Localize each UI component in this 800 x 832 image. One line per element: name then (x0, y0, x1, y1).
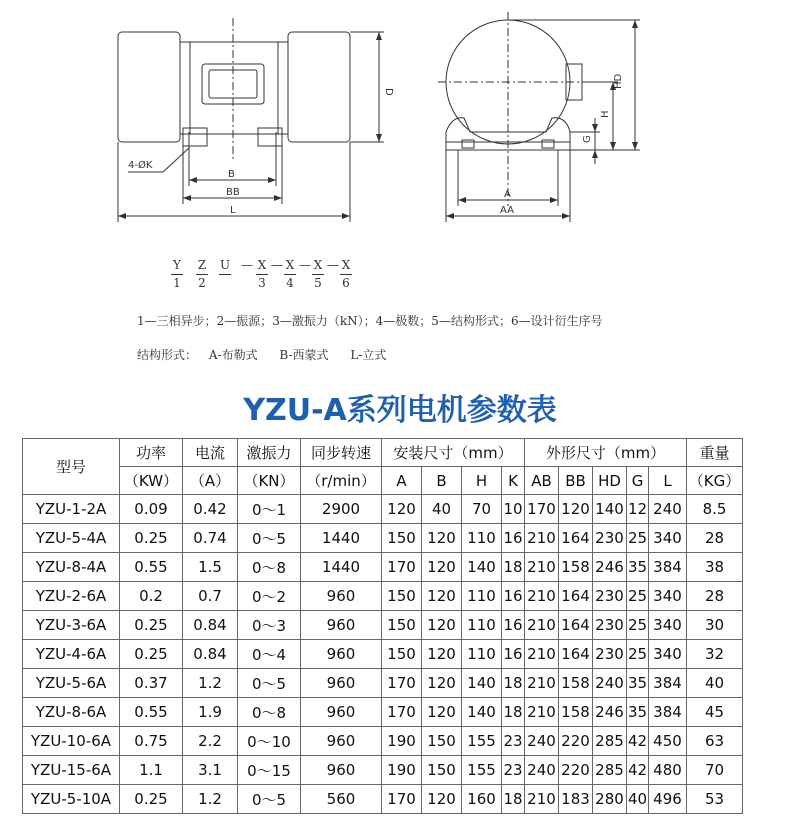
structure-legend (137, 346, 404, 363)
table-cell: 480 (649, 756, 687, 785)
table-cell: 0～1 (238, 495, 301, 524)
table-cell: 16 (502, 640, 525, 669)
table-cell: 960 (301, 727, 382, 756)
table-cell: 0～5 (238, 669, 301, 698)
code-part-top: — (299, 258, 311, 272)
table-cell: 170 (382, 669, 422, 698)
left-foot (183, 128, 207, 146)
table-row (23, 785, 743, 814)
right-end-cap (288, 32, 350, 142)
structure-item: B-西蒙式 (279, 348, 329, 362)
code-underline (312, 274, 324, 275)
table-cell: 25 (627, 582, 649, 611)
code-underline (219, 274, 231, 275)
model-code-legend: 1—三相异步；2—振源；3—激振力（kN）；4—极数；5—结构形式；6—设计衍生序号 (137, 314, 603, 328)
table-cell: 230 (593, 611, 627, 640)
table-cell: 1.2 (183, 669, 238, 698)
structure-label: 结构形式： (137, 348, 198, 362)
table-cell: 960 (301, 611, 382, 640)
table-row (23, 495, 743, 524)
table-cell: 0.25 (120, 611, 183, 640)
table-cell: 35 (627, 698, 649, 727)
code-part-number: 6 (342, 276, 350, 290)
table-cell: 0.42 (183, 495, 238, 524)
motor-dimension-drawing (0, 0, 800, 300)
table-cell: 120 (422, 611, 462, 640)
table-cell: 230 (593, 524, 627, 553)
table-cell: 42 (627, 727, 649, 756)
model-cell: YZU-3-6A (23, 611, 120, 640)
table-cell: 0～2 (238, 582, 301, 611)
header-col-bb: BB (559, 467, 593, 495)
code-underline (256, 274, 268, 275)
code-part-top: X (313, 258, 323, 272)
table-cell: 12 (627, 495, 649, 524)
header-install: 安装尺寸（mm） (382, 439, 525, 467)
header-col-k: K (502, 467, 525, 495)
code-part-number: 5 (314, 276, 322, 290)
table-cell: 190 (382, 727, 422, 756)
model-cell: YZU-4-6A (23, 640, 120, 669)
header-col-ab: AB (525, 467, 559, 495)
model-cell: YZU-8-6A (23, 698, 120, 727)
structure-item: L-立式 (350, 348, 387, 362)
table-cell: 45 (687, 698, 743, 727)
table-cell: 240 (525, 727, 559, 756)
code-underline (340, 274, 352, 275)
table-cell: 0.84 (183, 640, 238, 669)
header-speed: 同步转速 (301, 439, 382, 467)
table-cell: 120 (422, 785, 462, 814)
table-cell: 0～8 (238, 698, 301, 727)
table-cell: 0.55 (120, 698, 183, 727)
code-part-number: 4 (286, 276, 294, 290)
table-cell: 158 (559, 669, 593, 698)
table-row (23, 698, 743, 727)
table-cell: 28 (687, 582, 743, 611)
table-cell: 110 (462, 524, 502, 553)
table-cell: 170 (382, 553, 422, 582)
table-cell: 25 (627, 611, 649, 640)
table-cell: 340 (649, 640, 687, 669)
table-row (23, 611, 743, 640)
table-cell: 0.25 (120, 640, 183, 669)
table-cell: 35 (627, 553, 649, 582)
table-cell: 1.2 (183, 785, 238, 814)
table-cell: 150 (422, 756, 462, 785)
table-cell: 150 (382, 524, 422, 553)
table-cell: 120 (422, 640, 462, 669)
table-cell: 40 (627, 785, 649, 814)
table-cell: 140 (462, 698, 502, 727)
table-cell: 170 (525, 495, 559, 524)
table-cell: 0.74 (183, 524, 238, 553)
table-cell: 2.2 (183, 727, 238, 756)
code-underline (196, 274, 208, 275)
table-cell: 496 (649, 785, 687, 814)
table-cell: 16 (502, 582, 525, 611)
header-weight: 重量 (687, 439, 743, 467)
table-cell: 30 (687, 611, 743, 640)
header-force: 激振力 (238, 439, 301, 467)
label-hole: 4-ØK (128, 160, 153, 171)
table-cell: 230 (593, 582, 627, 611)
table-cell: 285 (593, 756, 627, 785)
header-power: 功率 (120, 439, 183, 467)
table-cell: 32 (687, 640, 743, 669)
table-cell: 0.7 (183, 582, 238, 611)
header-col-l: L (649, 467, 687, 495)
table-cell: 110 (462, 611, 502, 640)
code-part-top: — (327, 258, 339, 272)
motor-body (180, 42, 288, 134)
table-cell: 960 (301, 669, 382, 698)
structure-item: A-布勒式 (208, 348, 258, 362)
table-cell: 164 (559, 524, 593, 553)
table-cell: 164 (559, 611, 593, 640)
table-cell: 0.84 (183, 611, 238, 640)
table-row (23, 756, 743, 785)
table-cell: 140 (462, 669, 502, 698)
table-cell: 23 (502, 727, 525, 756)
table-cell: 155 (462, 756, 502, 785)
table-cell: 0～8 (238, 553, 301, 582)
label-a: A (504, 189, 511, 200)
code-part-number: 2 (198, 276, 206, 290)
table-cell: 340 (649, 611, 687, 640)
table-cell: 70 (687, 756, 743, 785)
table-cell: 384 (649, 669, 687, 698)
table-cell: 120 (422, 524, 462, 553)
model-cell: YZU-2-6A (23, 582, 120, 611)
table-cell: 18 (502, 553, 525, 582)
table-cell: 8.5 (687, 495, 743, 524)
header-col-a: A (382, 467, 422, 495)
header-col-g: G (627, 467, 649, 495)
table-cell: 1440 (301, 524, 382, 553)
code-part-top: Y (173, 258, 181, 272)
code-underline (171, 274, 183, 275)
table-cell: 0.2 (120, 582, 183, 611)
label-hd: HD (613, 73, 624, 89)
table-cell: 230 (593, 640, 627, 669)
label-bb: BB (226, 187, 240, 198)
code-part-number: 3 (258, 276, 266, 290)
table-cell: 10 (502, 495, 525, 524)
table-cell: 150 (422, 727, 462, 756)
table-row (23, 640, 743, 669)
model-cell: YZU-1-2A (23, 495, 120, 524)
header-col-b: B (422, 467, 462, 495)
table-cell: 1.9 (183, 698, 238, 727)
table-cell: 210 (525, 669, 559, 698)
table-cell: 3.1 (183, 756, 238, 785)
label-d: D (383, 88, 394, 96)
table-cell: 0～15 (238, 756, 301, 785)
model-cell: YZU-5-6A (23, 669, 120, 698)
table-cell: 53 (687, 785, 743, 814)
table-cell: 210 (525, 785, 559, 814)
table-cell: 190 (382, 756, 422, 785)
table-cell: 18 (502, 698, 525, 727)
header-outline: 外形尺寸（mm） (525, 439, 687, 467)
table-cell: 18 (502, 669, 525, 698)
table-cell: 210 (525, 524, 559, 553)
table-cell: 160 (462, 785, 502, 814)
table-cell: 280 (593, 785, 627, 814)
table-cell: 560 (301, 785, 382, 814)
table-body (23, 495, 743, 814)
table-cell: 16 (502, 611, 525, 640)
table-cell: 150 (382, 582, 422, 611)
table-cell: 63 (687, 727, 743, 756)
table-cell: 0.25 (120, 785, 183, 814)
header-weight-unit: （KG） (687, 467, 743, 495)
table-cell: 120 (422, 553, 462, 582)
code-part-top: X (285, 258, 295, 272)
label-h: H (600, 110, 611, 118)
table-cell: 210 (525, 611, 559, 640)
table-cell: 210 (525, 582, 559, 611)
table-cell: 170 (382, 785, 422, 814)
table-cell: 120 (559, 495, 593, 524)
code-part-top: — (271, 258, 283, 272)
table-cell: 960 (301, 582, 382, 611)
table-cell: 246 (593, 553, 627, 582)
model-cell: YZU-8-4A (23, 553, 120, 582)
parameter-table (22, 438, 743, 814)
table-cell: 960 (301, 698, 382, 727)
table-cell: 340 (649, 582, 687, 611)
model-cell: YZU-15-6A (23, 756, 120, 785)
table-cell: 210 (525, 640, 559, 669)
table-cell: 140 (593, 495, 627, 524)
table-cell: 110 (462, 640, 502, 669)
table-row (23, 669, 743, 698)
table-cell: 960 (301, 640, 382, 669)
code-part-top: X (341, 258, 351, 272)
table-cell: 42 (627, 756, 649, 785)
table-cell: 240 (593, 669, 627, 698)
table-cell: 120 (382, 495, 422, 524)
table-cell: 164 (559, 640, 593, 669)
header-model: 型号 (23, 439, 120, 495)
table-cell: 0.09 (120, 495, 183, 524)
table-cell: 450 (649, 727, 687, 756)
table-cell: 18 (502, 785, 525, 814)
model-cell: YZU-10-6A (23, 727, 120, 756)
table-cell: 155 (462, 727, 502, 756)
code-part-number: 1 (173, 276, 181, 290)
table-cell: 70 (462, 495, 502, 524)
label-aa: AA (500, 205, 514, 216)
table-cell: 0.37 (120, 669, 183, 698)
header-current: 电流 (183, 439, 238, 467)
table-cell: 960 (301, 756, 382, 785)
table-cell: 1.5 (183, 553, 238, 582)
table-cell: 110 (462, 582, 502, 611)
table-cell: 16 (502, 524, 525, 553)
table-cell: 170 (382, 698, 422, 727)
table-cell: 0～5 (238, 785, 301, 814)
code-part-top: X (257, 258, 267, 272)
table-cell: 183 (559, 785, 593, 814)
table-cell: 1440 (301, 553, 382, 582)
code-part-top: U (219, 258, 231, 272)
table-title: YZU-A系列电机参数表 (243, 393, 557, 428)
table-cell: 220 (559, 756, 593, 785)
table-cell: 140 (462, 553, 502, 582)
table-cell: 35 (627, 669, 649, 698)
table-cell: 25 (627, 640, 649, 669)
table-cell: 23 (502, 756, 525, 785)
label-g: G (582, 135, 593, 143)
table-row (23, 524, 743, 553)
model-cell: YZU-5-10A (23, 785, 120, 814)
table-cell: 40 (687, 669, 743, 698)
table-cell: 0.25 (120, 524, 183, 553)
label-l: L (230, 205, 236, 216)
header-col-h: H (462, 467, 502, 495)
table-cell: 150 (382, 611, 422, 640)
table-cell: 28 (687, 524, 743, 553)
table-cell: 1.1 (120, 756, 183, 785)
table-cell: 0～3 (238, 611, 301, 640)
header-force-unit: （KN） (238, 467, 301, 495)
table-cell: 40 (422, 495, 462, 524)
left-end-cap (118, 32, 180, 142)
label-b: B (228, 169, 235, 180)
table-cell: 210 (525, 698, 559, 727)
table-cell: 120 (422, 698, 462, 727)
table-cell: 25 (627, 524, 649, 553)
table-cell: 0～5 (238, 524, 301, 553)
table-cell: 120 (422, 582, 462, 611)
header-current-unit: （A） (183, 467, 238, 495)
table-cell: 340 (649, 524, 687, 553)
table-cell: 120 (422, 669, 462, 698)
table-cell: 220 (559, 727, 593, 756)
table-cell: 38 (687, 553, 743, 582)
model-cell: YZU-5-4A (23, 524, 120, 553)
table-cell: 210 (525, 553, 559, 582)
table-cell: 384 (649, 553, 687, 582)
table-cell: 158 (559, 698, 593, 727)
table-cell: 240 (525, 756, 559, 785)
table-row (23, 582, 743, 611)
table-row (23, 727, 743, 756)
code-part-top: Z (197, 258, 207, 272)
table-cell: 164 (559, 582, 593, 611)
table-cell: 384 (649, 698, 687, 727)
table-cell: 2900 (301, 495, 382, 524)
header-speed-unit: （r/min） (301, 467, 382, 495)
table-cell: 158 (559, 553, 593, 582)
code-part-top: — (241, 258, 253, 272)
table-row (23, 553, 743, 582)
header-row-1 (23, 439, 743, 467)
table-cell: 0.55 (120, 553, 183, 582)
table-cell: 0～4 (238, 640, 301, 669)
header-col-hd: HD (593, 467, 627, 495)
table-cell: 150 (382, 640, 422, 669)
header-row-2 (23, 467, 743, 495)
table-cell: 0.75 (120, 727, 183, 756)
header-power-unit: （KW） (120, 467, 183, 495)
table-cell: 285 (593, 727, 627, 756)
table-cell: 246 (593, 698, 627, 727)
table-cell: 240 (649, 495, 687, 524)
table-cell: 0～10 (238, 727, 301, 756)
code-underline (284, 274, 296, 275)
